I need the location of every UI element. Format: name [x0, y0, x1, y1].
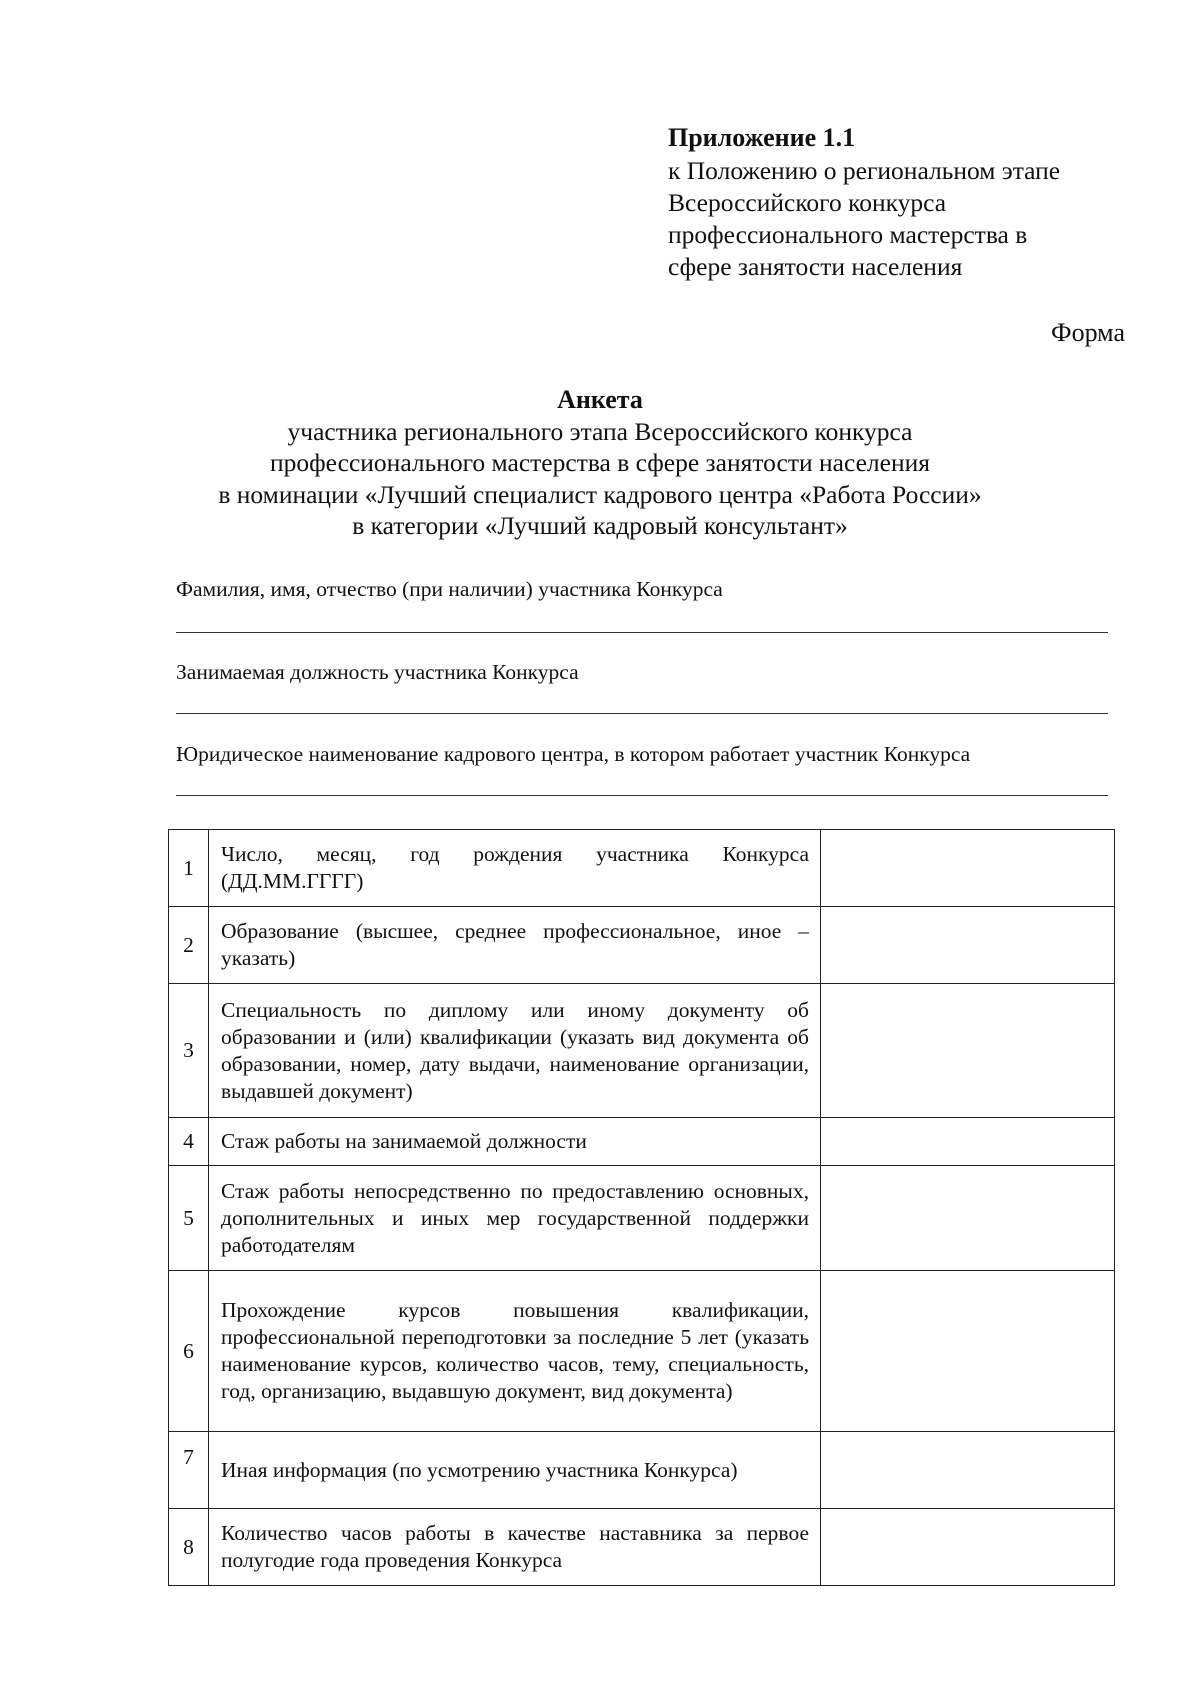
appendix-line: сфере занятости населения — [668, 252, 963, 281]
appendix-title: Приложение 1.1 — [668, 123, 856, 152]
table-row — [169, 907, 1115, 984]
row-question: Количество часов работы в качестве наставника за первое полугодие года проведения Конкурса — [209, 1509, 821, 1586]
row-answer-cell[interactable] — [821, 984, 1115, 1118]
table-row — [169, 984, 1115, 1118]
row-question: Специальность по диплому или иному документу об образовании и (или) квалификации (указать вид документа об образовании, номер, дату выдачи, наименование организации, выдавшей документ) — [209, 984, 821, 1118]
table-row — [169, 1271, 1115, 1432]
row-answer-cell[interactable] — [821, 1509, 1115, 1586]
participant-position-field[interactable] — [176, 659, 1108, 685]
participant-position-line[interactable] — [176, 713, 1108, 714]
participant-name-line[interactable] — [176, 632, 1108, 633]
heading-line: участника регионального этапа Всероссийского конкурса — [287, 416, 913, 446]
row-answer-cell[interactable] — [821, 1432, 1115, 1509]
row-answer-cell[interactable] — [821, 1166, 1115, 1271]
row-number: 8 — [169, 1509, 209, 1586]
row-question: Стаж работы на занимаемой должности — [209, 1118, 821, 1166]
table-row — [169, 1166, 1115, 1271]
row-number: 6 — [169, 1271, 209, 1432]
document-heading — [0, 384, 1200, 542]
row-answer-cell[interactable] — [821, 1271, 1115, 1432]
form-label: Форма — [1051, 318, 1125, 347]
participant-name-field[interactable] — [176, 576, 1108, 602]
table-row — [169, 1118, 1115, 1166]
document-title: Анкета — [557, 385, 643, 414]
participant-name-label: Фамилия, имя, отчество (при наличии) участника Конкурса — [176, 577, 723, 601]
row-number: 2 — [169, 907, 209, 984]
row-number: 7 — [169, 1432, 209, 1509]
row-number: 5 — [169, 1166, 209, 1271]
row-answer-cell[interactable] — [821, 830, 1115, 907]
row-number: 4 — [169, 1118, 209, 1166]
row-question: Образование (высшее, среднее профессиональное, иное – указать) — [209, 907, 821, 984]
employment-center-label: Юридическое наименование кадрового центра, в котором работает участник Конкурса — [176, 742, 971, 766]
employment-center-field[interactable] — [176, 741, 1108, 767]
row-number: 1 — [169, 830, 209, 907]
appendix-line: Всероссийского конкурса — [668, 188, 947, 217]
appendix-header — [668, 122, 1138, 283]
row-question: Прохождение курсов повышения квалификации, профессиональной переподготовки за последние 5 лет (указать наименование курсов, количество часов, тему, специальность, год, организацию, выдавшую документ, вид документа) — [209, 1271, 821, 1432]
table-row — [169, 830, 1115, 907]
row-answer-cell[interactable] — [821, 907, 1115, 984]
survey-table — [168, 829, 1115, 1586]
appendix-line: профессионального мастерства в — [668, 220, 1028, 249]
table-row — [169, 1432, 1115, 1509]
row-question: Стаж работы непосредственно по предоставлению основных, дополнительных и иных мер государственной поддержки работодателям — [209, 1166, 821, 1271]
heading-line: в номинации «Лучший специалист кадрового центра «Работа России» — [218, 479, 982, 509]
row-answer-cell[interactable] — [821, 1118, 1115, 1166]
row-number: 3 — [169, 984, 209, 1118]
employment-center-line[interactable] — [176, 795, 1108, 796]
appendix-line: к Положению о региональном этапе — [668, 156, 1061, 185]
participant-position-label: Занимаемая должность участника Конкурса — [176, 660, 579, 684]
table-row — [169, 1509, 1115, 1586]
heading-line: профессионального мастерства в сфере занятости населения — [270, 448, 930, 477]
heading-line: в категории «Лучший кадровый консультант» — [352, 511, 848, 540]
row-question: Иная информация (по усмотрению участника Конкурса) — [209, 1432, 821, 1509]
row-question: Число, месяц, год рождения участника Конкурса (ДД.ММ.ГГГГ) — [209, 830, 821, 907]
